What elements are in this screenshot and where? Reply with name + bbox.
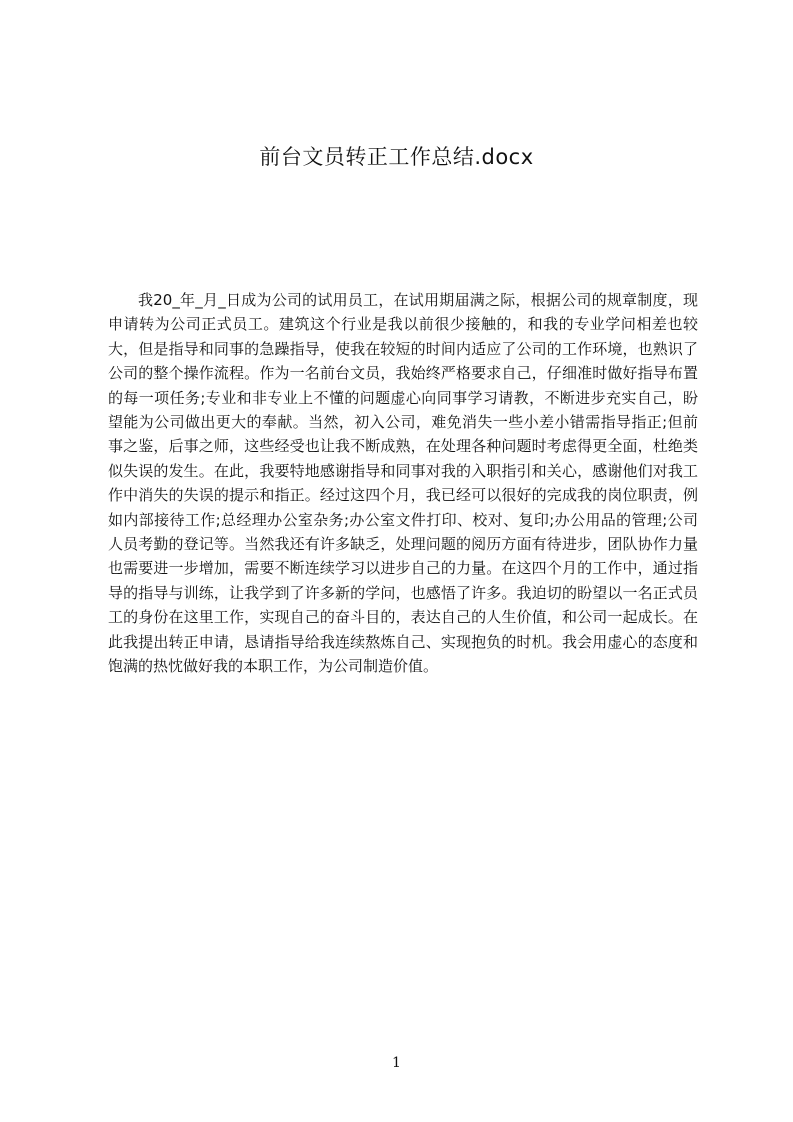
page-number: 1 [392,1055,401,1071]
document-title: 前台文员转正工作总结.docx [259,145,534,169]
body-paragraph: 我20_年_月_日成为公司的试用员工，在试用期届满之际，根据公司的规章制度，现申请转为公司正式员工。建筑这个行业是我以前很少接触的，和我的专业学问相差也较大，但是指导和同事的急躁指导，使我在较短的时间内适应了公司的工作环境，也熟识了公司的整个操作流程。作为一名前台文员，我始终严格要求自己，仔细准时做好指导布置的每一项任务;专业和非专业上不懂的问题虚心向同事学习请教，不断进步充实自己，盼望能为公司做出更大的奉献。当然，初入公司，难免消失一些小差小错需指导指正;但前事之鉴，后事之师，这些经受也让我不断成熟，在处理各种问题时考虑得更全面，杜绝类似失误的发生。在此，我要特地感谢指导和同事对我的入职指引和关心，感谢他们对我工作中消失的失误的提示和指正。经过这四个月，我已经可以很好的完成我的岗位职责，例如内部接待工作;总经理办公室杂务;办公室文件打印、校对、复印;办公用品的管理;公司人员考勤的登记等。当然我还有许多缺乏，处理问题的阅历方面有待进步，团队协作力量也需要进一步增加，需要不断连续学习以进步自己的力量。在这四个月的工作中，通过指导的指导与训练，让我学到了许多新的学问，也感悟了许多。我迫切的盼望以一名正式员工的身份在这里工作，实现自己的奋斗目的，表达自己的人生价值，和公司一起成长。在此我提出转正申请，恳请指导给我连续熬炼自己、实现抱负的时机。我会用虚心的态度和饱满的热忱做好我的本职工作，为公司制造价值。 [108,291,698,676]
